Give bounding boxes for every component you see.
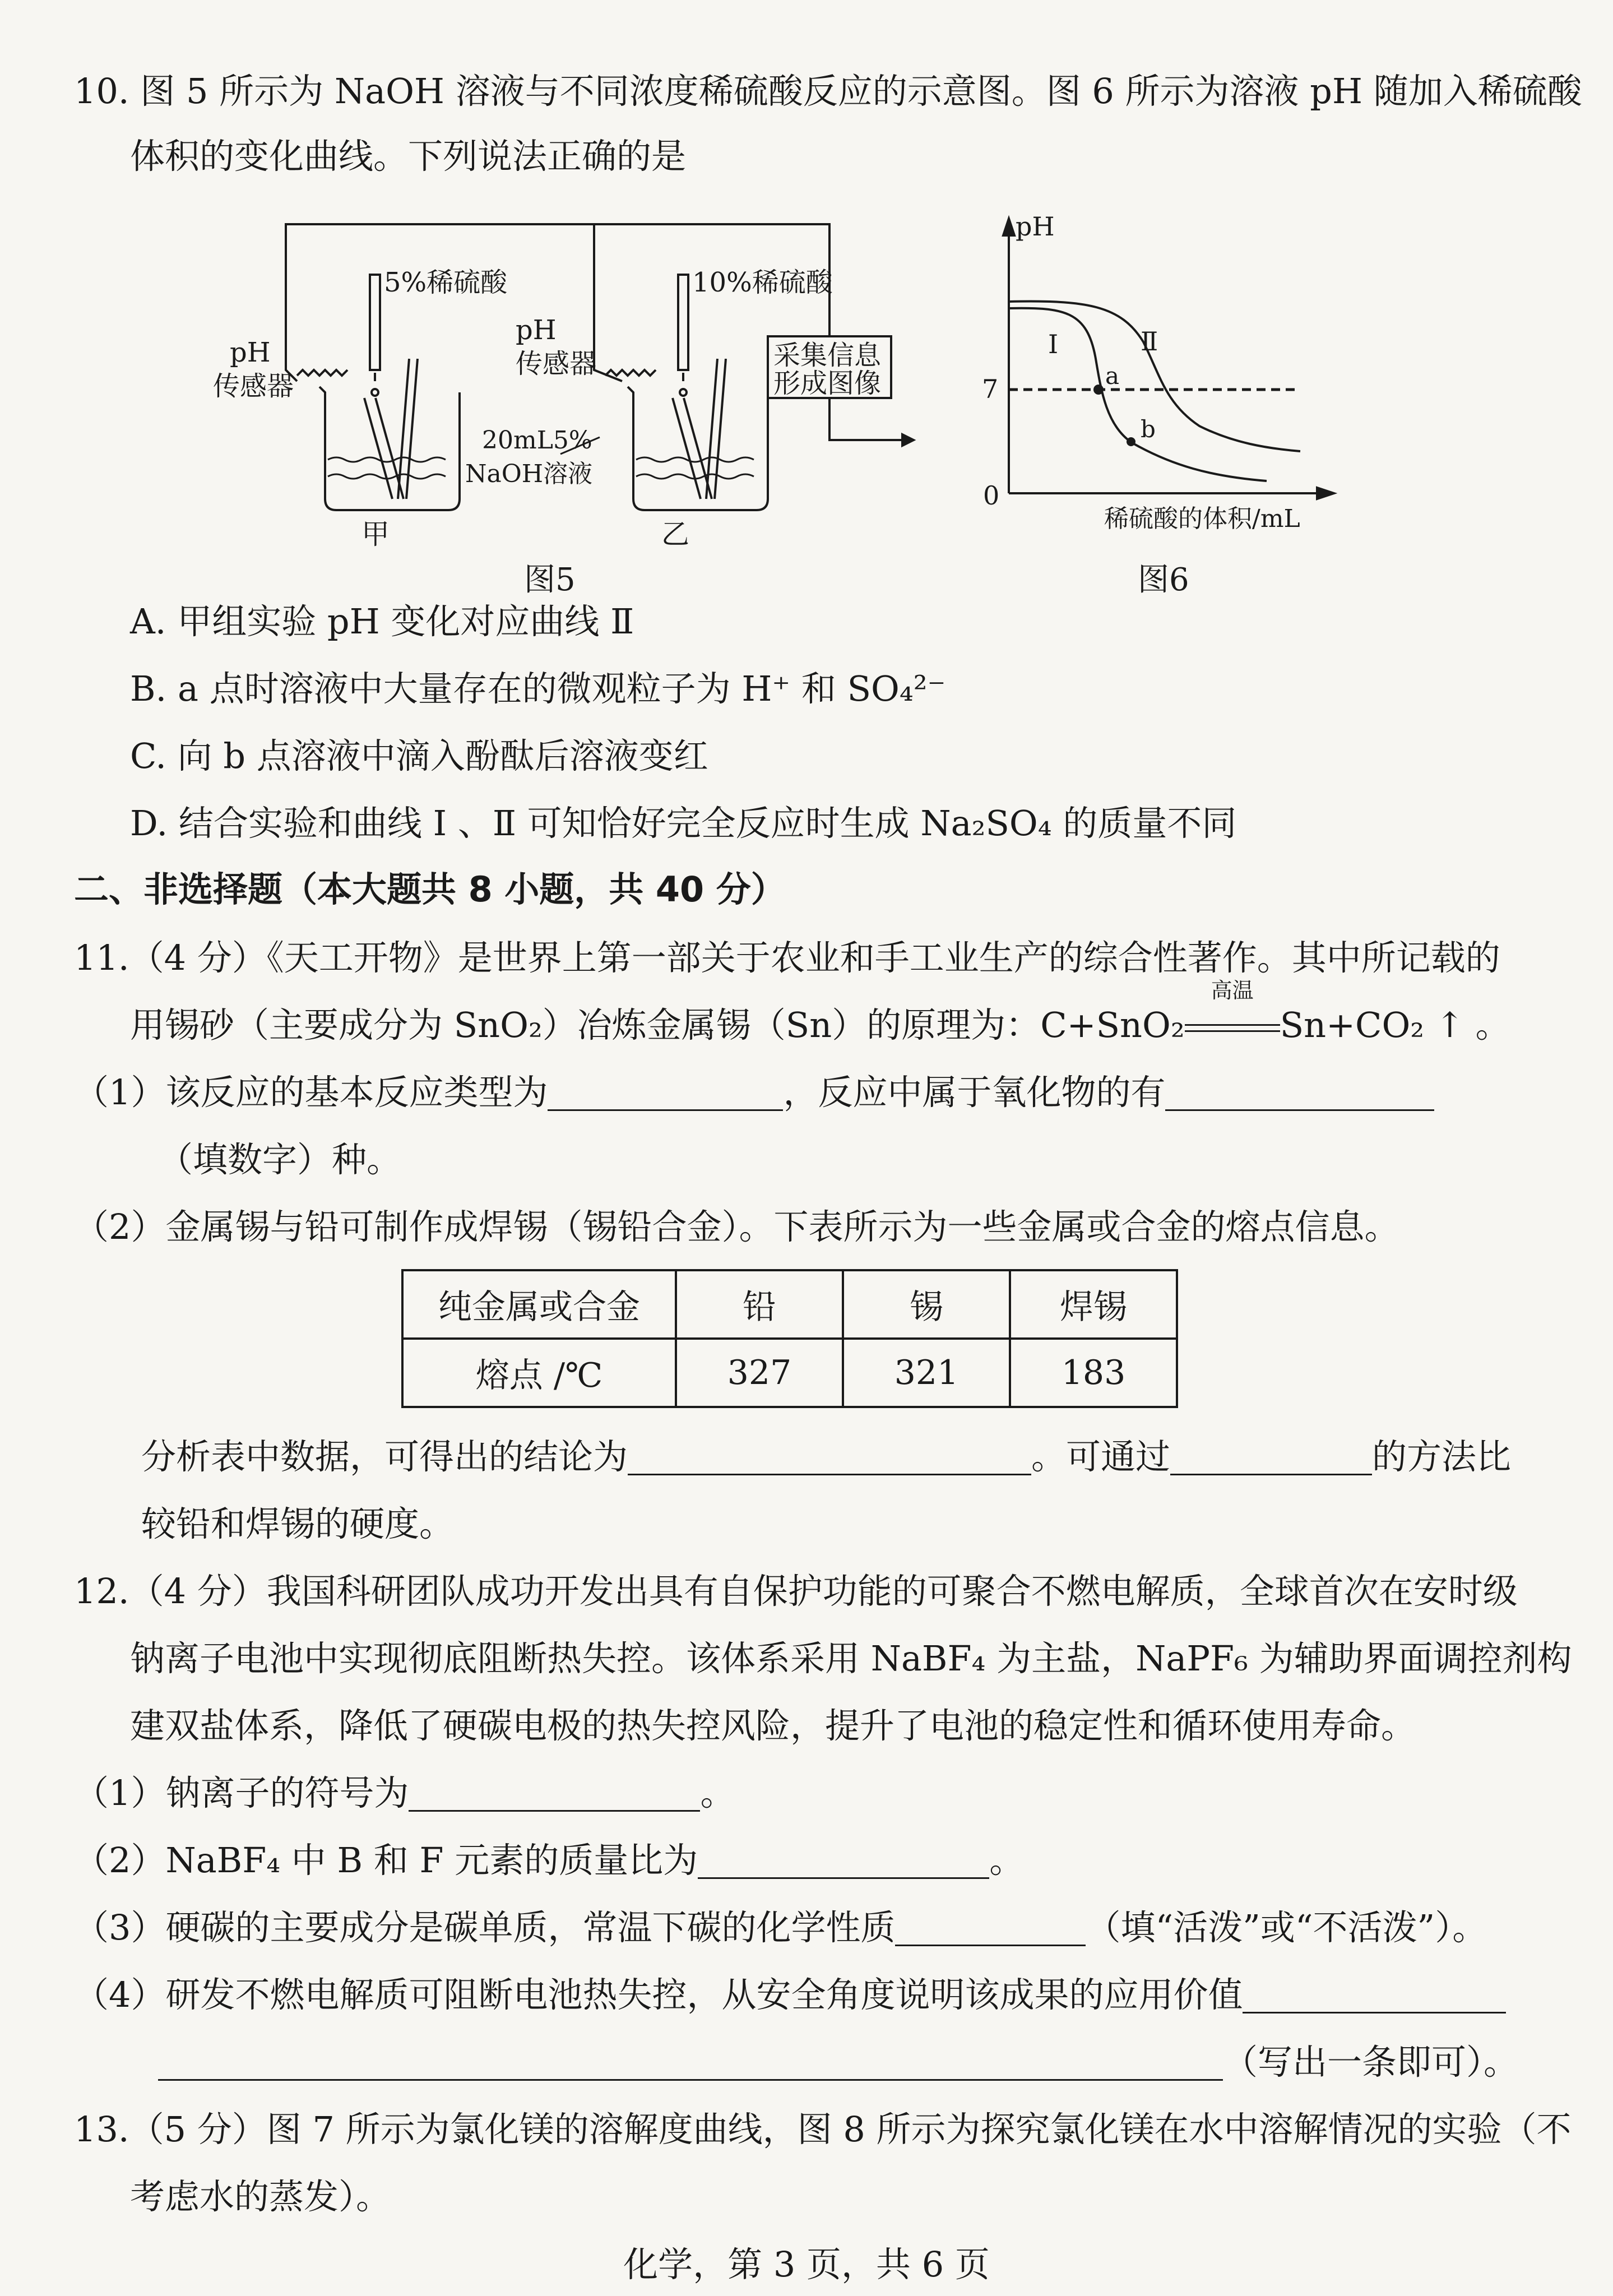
q11-part2-blank2[interactable]: [1170, 1439, 1372, 1475]
q11-part1-text-b: ，反应中属于氧化物的有: [783, 1072, 1166, 1113]
q11-part2-text-d: 较铅和焊锡的硬度。: [141, 1503, 455, 1544]
fig5-solution-label-a: 20mL5%: [482, 426, 592, 455]
fig6-ylabel: pH: [1016, 213, 1055, 242]
q12-part4-blank2[interactable]: [158, 2044, 1223, 2081]
fig5-box-label-b: 形成图像: [773, 368, 882, 399]
fig5-acid2-label: 10%稀硫酸: [692, 267, 833, 298]
q12-part3-text-b: （填“活泼”或“不活泼”）。: [1086, 1907, 1487, 1948]
fig6-caption: 图6: [1138, 562, 1189, 598]
table-row: [402, 1339, 1177, 1407]
figure-6: [975, 213, 1345, 538]
q12-stem-line2: 钠离子电池中实现彻底阻断热失控。该体系采用 NaBF₄ 为主盐，NaPF₆ 为辅助界面调控剂构: [130, 1638, 1572, 1679]
q12-part1-text-a: （1）钠离子的符号为: [74, 1772, 409, 1813]
q12-part4-text-a: （4）研发不燃电解质可阻断电池热失控，从安全角度说明该成果的应用价值: [74, 1974, 1243, 2015]
figure-5: [213, 213, 942, 561]
q12-part1-text-b: 。: [700, 1772, 735, 1813]
q11-part2: （2）金属锡与铅可制作成焊锡（锡铅合金）。下表所示为一些金属或合金的熔点信息。: [74, 1206, 1399, 1247]
fig5-beaker2-label: 乙: [661, 518, 689, 550]
table-cell: 321: [843, 1339, 1010, 1407]
q11-part2-text-c: 的方法比: [1372, 1436, 1512, 1477]
fig5-box-label-a: 采集信息: [773, 340, 882, 371]
q12-part3-blank[interactable]: [895, 1910, 1086, 1946]
page-footer: 化学，第 3 页，共 6 页: [623, 2244, 990, 2285]
q12-part3: [74, 1906, 1487, 1950]
q10-option-b: B. a 点时溶液中大量存在的微观粒子为 H⁺ 和 SO₄²⁻: [130, 668, 946, 709]
q10-option-c: C. 向 b 点溶液中滴入酚酞后溶液变红: [130, 735, 708, 776]
q11-stem-line2-pre: 用锡砂（主要成分为 SnO₂）冶炼金属锡（Sn）的原理为：C+SnO₂: [130, 1004, 1185, 1045]
fig5-sensor1-label-a: pH: [230, 337, 271, 368]
q12-part1-blank[interactable]: [409, 1775, 700, 1812]
q11-part2-analysis: [141, 1435, 1511, 1479]
table-cell: 183: [1010, 1339, 1177, 1407]
reaction-condition-arrow: [1185, 978, 1280, 1047]
q11-stem-line2: [130, 978, 1510, 1047]
q12-part2: [74, 1839, 1024, 1882]
fig6-ytick-7: 7: [982, 374, 999, 404]
q11-part2-blank1[interactable]: [628, 1439, 1031, 1475]
q12-stem-line1: 12.（4 分）我国科研团队成功开发出具有自保护功能的可聚合不燃电解质，全球首次在安时级: [74, 1571, 1518, 1612]
fig5-sensor2-label-a: pH: [516, 314, 557, 346]
q13-stem-line2: 考虑水的蒸发）。: [130, 2176, 391, 2217]
q11-part1-text-a: （1）该反应的基本反应类型为: [74, 1072, 548, 1113]
fig6-point-b-label: b: [1141, 415, 1156, 443]
q11-part1-blank1[interactable]: [548, 1075, 783, 1111]
fig6-point-a-label: a: [1105, 362, 1120, 390]
q11-part2-text-a: 分析表中数据，可得出的结论为: [141, 1436, 628, 1477]
q12-part4-blank1[interactable]: [1243, 1977, 1506, 2013]
q12-stem-line3: 建双盐体系，降低了硬碳电极的热失控风险，提升了电池的稳定性和循环使用寿命。: [130, 1705, 1416, 1746]
table-header-cell: 铅: [676, 1270, 843, 1339]
table-header-cell: 锡: [843, 1270, 1010, 1339]
q12-part4: [74, 1973, 1506, 2017]
fig6-curve2-label: Ⅱ: [1141, 326, 1158, 357]
fig5-acid1-label: 5%稀硫酸: [384, 267, 508, 298]
q10-option-a: A. 甲组实验 pH 变化对应曲线 Ⅱ: [130, 601, 634, 642]
table-header-cell: 焊锡: [1010, 1270, 1177, 1339]
fig5-beaker1-label: 甲: [361, 518, 390, 550]
q11-part1-text-c: （填数字）种。: [158, 1139, 402, 1180]
q10-stem-line2: 体积的变化曲线。下列说法正确的是: [130, 136, 687, 177]
q11-part1-blank2[interactable]: [1165, 1075, 1434, 1111]
q12-part1: [74, 1771, 735, 1815]
q11-part1: [74, 1071, 1434, 1114]
melting-point-table: [401, 1269, 1178, 1408]
q12-part3-text-a: （3）硬碳的主要成分是碳单质，常温下碳的化学性质: [74, 1907, 896, 1948]
q11-part2-text-b: 。可通过: [1031, 1436, 1171, 1477]
fig5-sensor2-label-b: 传感器: [516, 348, 597, 379]
q12-part4-text-b: （写出一条即可）。: [1223, 2042, 1519, 2082]
q12-part2-text-a: （2）NaBF₄ 中 B 和 F 元素的质量比为: [74, 1840, 698, 1881]
q10-option-d: D. 结合实验和曲线 Ⅰ 、Ⅱ 可知恰好完全反应时生成 Na₂SO₄ 的质量不同: [130, 803, 1237, 844]
fig5-sensor1-label-b: 传感器: [213, 371, 294, 402]
q11-stem-line1: 11.（4 分）《天工开物》是世界上第一部关于农业和手工业生产的综合性著作。其中所记载的: [74, 937, 1500, 978]
fig6-curve1-label: Ⅰ: [1048, 329, 1059, 359]
fig6-xlabel: 稀硫酸的体积/mL: [1104, 504, 1300, 533]
fig5-caption: 图5: [524, 562, 576, 598]
q13-stem-line1: 13.（5 分）图 7 所示为氯化镁的溶解度曲线，图 8 所示为探究氯化镁在水中溶解情况的实验（不: [74, 2109, 1572, 2150]
fig6-origin: 0: [983, 480, 1000, 511]
q12-part2-text-b: 。: [989, 1840, 1025, 1881]
fig5-solution-label-b: NaOH溶液: [465, 460, 593, 488]
reaction-condition: 高温: [1211, 978, 1254, 1003]
table-header-row: [402, 1270, 1177, 1339]
fig6-point-b: [1127, 437, 1135, 446]
q11-stem-line2-post: Sn+CO₂ ↑ 。: [1280, 1004, 1510, 1045]
q12-part4-line2: [158, 2040, 1518, 2084]
section-2-heading: 二、非选择题（本大题共 8 小题，共 40 分）: [74, 869, 786, 910]
q12-part2-blank[interactable]: [698, 1843, 989, 1879]
table-header-cell: 纯金属或合金: [402, 1270, 676, 1339]
q10-stem-line1: 10. 图 5 所示为 NaOH 溶液与不同浓度稀硫酸反应的示意图。图 6 所示为溶液 pH 随加入稀硫酸: [74, 71, 1582, 112]
table-cell: 327: [676, 1339, 843, 1407]
fig6-point-a: [1093, 385, 1104, 395]
table-cell: 熔点 /℃: [402, 1339, 676, 1407]
